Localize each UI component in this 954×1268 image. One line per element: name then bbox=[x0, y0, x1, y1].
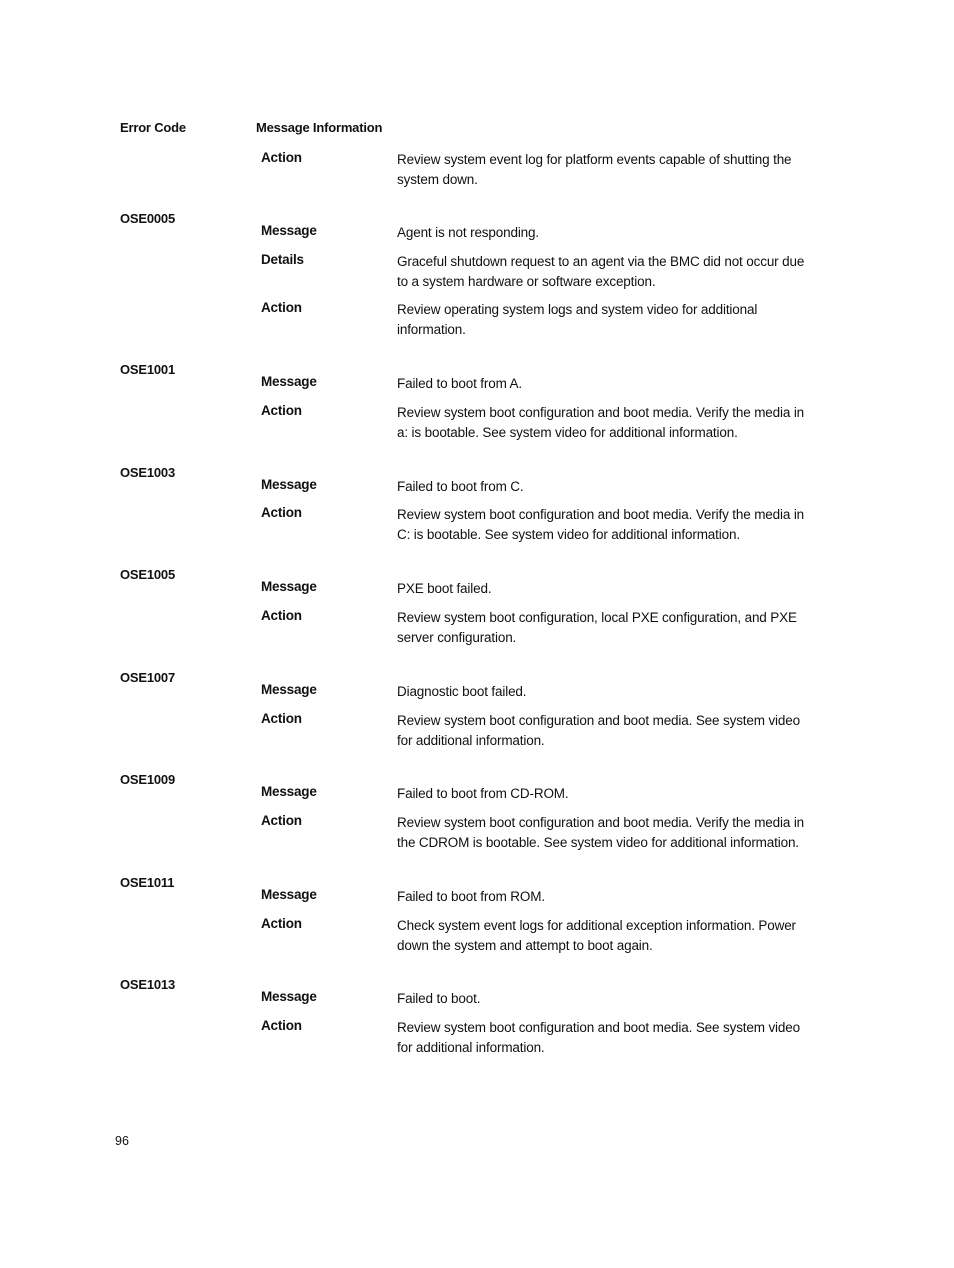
row-label: Action bbox=[261, 1018, 302, 1033]
row-label: Message bbox=[261, 887, 317, 902]
row-text: Failed to boot from A. bbox=[397, 376, 523, 391]
row-text: Review system boot configuration and boot media. Verify the media in C: is bootable. See system video for additional information. bbox=[397, 507, 805, 542]
row-label: Message bbox=[261, 989, 317, 1004]
row-text: Failed to boot from C. bbox=[397, 479, 524, 494]
row-label: Message bbox=[261, 682, 317, 697]
row-text: Review system boot configuration and boot media. Verify the media in a: is bootable. See system video for additional information. bbox=[397, 405, 805, 440]
row-label: Message bbox=[261, 223, 317, 238]
row-label: Action bbox=[261, 150, 302, 165]
table-header bbox=[120, 120, 954, 140]
row-text: Review system boot configuration and boot media. Verify the media in the CDROM is bootable. See system video for additional information. bbox=[397, 815, 805, 850]
error-code: OSE1013 bbox=[120, 977, 175, 992]
row-text: Agent is not responding. bbox=[397, 225, 539, 240]
row-label: Action bbox=[261, 505, 302, 520]
row-label: Action bbox=[261, 711, 302, 726]
error-code: OSE1007 bbox=[120, 670, 175, 685]
row-text: Failed to boot from CD-ROM. bbox=[397, 786, 569, 801]
row-label: Message bbox=[261, 579, 317, 594]
page-number: 96 bbox=[115, 1134, 129, 1148]
row-label: Action bbox=[261, 916, 302, 931]
row-text: PXE boot failed. bbox=[397, 581, 492, 596]
row-label: Message bbox=[261, 374, 317, 389]
error-code: OSE0005 bbox=[120, 211, 175, 226]
row-label: Message bbox=[261, 784, 317, 799]
error-code: OSE1005 bbox=[120, 567, 175, 582]
row-text: Failed to boot. bbox=[397, 991, 481, 1006]
row-label: Action bbox=[261, 608, 302, 623]
error-code: OSE1003 bbox=[120, 465, 175, 480]
error-code: OSE1009 bbox=[120, 772, 175, 787]
row-text: Review system boot configuration, local PXE configuration, and PXE server configuration. bbox=[397, 610, 797, 645]
row-text: Diagnostic boot failed. bbox=[397, 684, 527, 699]
row-text: Check system event logs for additional exception information. Power down the system and attempt to boot again. bbox=[397, 918, 796, 953]
row-text: Failed to boot from ROM. bbox=[397, 889, 545, 904]
row-text: Review system boot configuration and boot media. See system video for additional information. bbox=[397, 1020, 800, 1055]
row-label: Action bbox=[261, 300, 302, 315]
error-code: OSE1011 bbox=[120, 875, 175, 890]
row-label: Message bbox=[261, 477, 317, 492]
error-code: OSE1001 bbox=[120, 362, 175, 377]
row-label: Action bbox=[261, 403, 302, 418]
message-information-header: Message Information bbox=[256, 120, 383, 135]
row-text: Review system boot configuration and boot media. See system video for additional information. bbox=[397, 713, 800, 748]
row-text: Graceful shutdown request to an agent via the BMC did not occur due to a system hardware or software exception. bbox=[397, 254, 805, 289]
row-text: Review operating system logs and system video for additional information. bbox=[397, 302, 758, 337]
row-label: Action bbox=[261, 813, 302, 828]
row-text: Review system event log for platform events capable of shutting the system down. bbox=[397, 152, 792, 187]
row-label: Details bbox=[261, 252, 304, 267]
error-code-header: Error Code bbox=[120, 120, 186, 135]
